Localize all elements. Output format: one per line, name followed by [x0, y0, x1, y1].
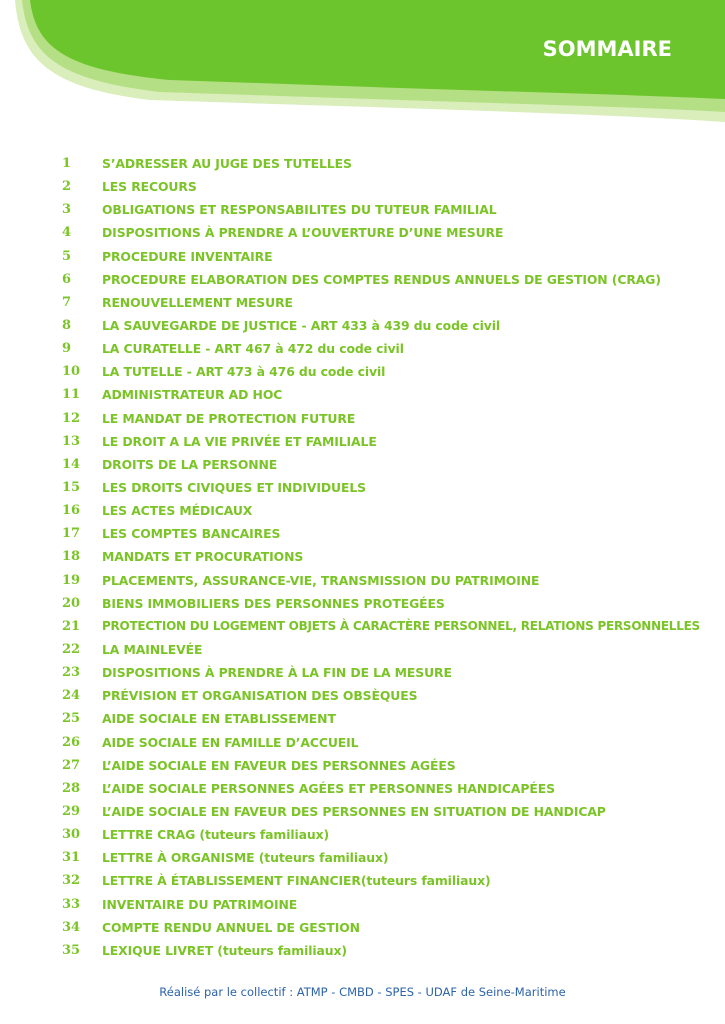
toc-entry-number: 30	[62, 827, 81, 843]
toc-entry-number: 26	[62, 734, 81, 750]
toc-entry[interactable]	[0, 175, 725, 198]
toc-entry-number: 28	[62, 780, 81, 796]
toc-entry[interactable]	[0, 800, 725, 823]
toc-entry-label: LETTRE CRAG (tuteurs familiaux)	[102, 827, 330, 843]
toc-entry[interactable]	[0, 291, 725, 314]
toc-entry-number: 23	[62, 665, 81, 681]
header-banner	[0, 0, 725, 130]
toc-entry-number: 18	[62, 549, 81, 565]
toc-entry-label: MANDATS ET PROCURATIONS	[102, 549, 304, 565]
toc-entry[interactable]	[0, 939, 725, 962]
toc-entry-number: 29	[62, 803, 81, 819]
toc-entry[interactable]	[0, 846, 725, 869]
toc-entry-number: 11	[62, 387, 81, 403]
page-title: SOMMAIRE	[542, 37, 672, 61]
toc-entry-number: 14	[62, 456, 81, 472]
toc-entry-number: 27	[62, 757, 81, 773]
toc-entry-number: 22	[62, 641, 81, 657]
toc-entry[interactable]	[0, 268, 725, 291]
toc-entry[interactable]	[0, 245, 725, 268]
toc-entry[interactable]	[0, 337, 725, 360]
toc-entry[interactable]	[0, 684, 725, 707]
toc-entry[interactable]	[0, 569, 725, 592]
toc-entry-label: AIDE SOCIALE EN ETABLISSEMENT	[102, 711, 336, 727]
toc-entry[interactable]	[0, 638, 725, 661]
toc-entry[interactable]	[0, 893, 725, 916]
toc-entry-label: PRÉVISION ET ORGANISATION DES OBSÈQUES	[102, 688, 418, 704]
toc-entry-label: LES RECOURS	[102, 179, 197, 195]
toc-entry-number: 35	[62, 942, 81, 958]
toc-entry-number: 31	[62, 850, 81, 866]
toc-entry-label: DISPOSITIONS À PRENDRE A L’OUVERTURE D’UNE MESURE	[102, 225, 504, 241]
toc-entry-label: L’AIDE SOCIALE EN FAVEUR DES PERSONNES EN SITUATION DE HANDICAP	[102, 803, 606, 819]
toc-entry-number: 12	[62, 410, 81, 426]
toc-entry-label: LA MAINLEVÉE	[102, 641, 203, 657]
header-wave-graphic	[0, 0, 725, 130]
toc-entry[interactable]	[0, 383, 725, 406]
toc-entry[interactable]	[0, 221, 725, 244]
toc-entry-label: DROITS DE LA PERSONNE	[102, 456, 278, 472]
toc-entry-number: 33	[62, 896, 81, 912]
toc-entry[interactable]	[0, 407, 725, 430]
toc-entry-label: LES COMPTES BANCAIRES	[102, 526, 281, 542]
toc-entry[interactable]	[0, 869, 725, 892]
toc-entry-label: LETTRE À ÉTABLISSEMENT FINANCIER(tuteurs familiaux)	[102, 873, 491, 889]
toc-entry[interactable]	[0, 360, 725, 383]
toc-entry-label: LE DROIT A LA VIE PRIVÉE ET FAMILIALE	[102, 433, 377, 449]
toc-entry-number: 34	[62, 919, 81, 935]
toc-entry[interactable]	[0, 198, 725, 221]
toc-entry-label: LA TUTELLE - ART 473 à 476 du code civil	[102, 364, 386, 380]
toc-entry-number: 25	[62, 711, 81, 727]
footer-credit: Réalisé par le collectif : ATMP - CMBD - SPES - UDAF de Seine-Maritime	[159, 985, 566, 999]
toc-entry[interactable]	[0, 499, 725, 522]
toc-entry-number: 19	[62, 572, 81, 588]
toc-entry-label: COMPTE RENDU ANNUEL DE GESTION	[102, 919, 360, 935]
toc-entry[interactable]	[0, 777, 725, 800]
toc-entry[interactable]	[0, 615, 725, 638]
toc-entry-label: PROCEDURE ELABORATION DES COMPTES RENDUS ANNUELS DE GESTION (CRAG)	[102, 271, 661, 287]
toc-entry-label: LES DROITS CIVIQUES ET INDIVIDUELS	[102, 479, 366, 495]
toc-entry-label: LA CURATELLE - ART 467 à 472 du code civil	[102, 341, 404, 357]
toc-entry[interactable]	[0, 731, 725, 754]
toc-entry-number: 32	[62, 873, 81, 889]
toc-entry-label: LETTRE À ORGANISME (tuteurs familiaux)	[102, 850, 389, 866]
toc-entry-number: 5	[62, 248, 72, 264]
toc-entry[interactable]	[0, 314, 725, 337]
toc-entry[interactable]	[0, 152, 725, 175]
toc-entry[interactable]	[0, 522, 725, 545]
toc-entry-label: PROCEDURE INVENTAIRE	[102, 248, 273, 264]
toc-entry-label: PLACEMENTS, ASSURANCE-VIE, TRANSMISSION DU PATRIMOINE	[102, 572, 540, 588]
toc-entry-number: 3	[62, 202, 72, 218]
toc-entry[interactable]	[0, 916, 725, 939]
toc-entry-label: OBLIGATIONS ET RESPONSABILITES DU TUTEUR FAMILIAL	[102, 202, 497, 218]
toc-entry-number: 8	[62, 317, 72, 333]
toc-entry-label: L’AIDE SOCIALE EN FAVEUR DES PERSONNES AGÉES	[102, 757, 456, 773]
toc-entry-label: LE MANDAT DE PROTECTION FUTURE	[102, 410, 356, 426]
toc-entry-label: LA SAUVEGARDE DE JUSTICE - ART 433 à 439 du code civil	[102, 317, 501, 333]
toc-entry-label: AIDE SOCIALE EN FAMILLE D’ACCUEIL	[102, 734, 359, 750]
toc-entry-number: 21	[62, 618, 81, 634]
toc-entry-label: INVENTAIRE DU PATRIMOINE	[102, 896, 298, 912]
toc-entry-label: ADMINISTRATEUR AD HOC	[102, 387, 283, 403]
toc-entry-label: L’AIDE SOCIALE PERSONNES AGÉES ET PERSONNES HANDICAPÉES	[102, 780, 555, 796]
toc-entry-label: PROTECTION DU LOGEMENT OBJETS À CARACTÈRE PERSONNEL, RELATIONS PERSONNELLES	[102, 618, 700, 633]
toc-entry-number: 7	[62, 294, 72, 310]
toc-entry-label: RENOUVELLEMENT MESURE	[102, 294, 293, 310]
toc-entry[interactable]	[0, 430, 725, 453]
table-of-contents	[0, 152, 725, 962]
toc-entry-number: 24	[62, 688, 81, 704]
toc-entry-number: 2	[62, 179, 72, 195]
toc-entry[interactable]	[0, 476, 725, 499]
toc-entry-label: DISPOSITIONS À PRENDRE À LA FIN DE LA MESURE	[102, 665, 452, 681]
toc-entry-label: S’ADRESSER AU JUGE DES TUTELLES	[102, 156, 352, 171]
toc-entry-label: BIENS IMMOBILIERS DES PERSONNES PROTEGÉES	[102, 595, 445, 611]
toc-entry[interactable]	[0, 754, 725, 777]
toc-entry[interactable]	[0, 545, 725, 568]
toc-entry-number: 17	[62, 526, 81, 542]
toc-entry-number: 20	[62, 595, 81, 611]
toc-entry-label: LEXIQUE LIVRET (tuteurs familiaux)	[102, 942, 347, 958]
toc-entry-number: 13	[62, 433, 81, 449]
toc-entry-number: 16	[62, 503, 81, 519]
toc-entry-number: 10	[62, 364, 81, 380]
toc-entry-label: LES ACTES MÉDICAUX	[102, 503, 253, 519]
toc-entry[interactable]	[0, 453, 725, 476]
toc-entry[interactable]	[0, 707, 725, 730]
toc-entry[interactable]	[0, 592, 725, 615]
toc-entry-number: 15	[62, 479, 81, 495]
toc-entry-number: 1	[62, 156, 72, 171]
toc-entry-number: 4	[62, 225, 72, 241]
toc-entry-number: 9	[62, 341, 72, 357]
toc-entry[interactable]	[0, 823, 725, 846]
toc-entry[interactable]	[0, 661, 725, 684]
toc-entry-number: 6	[62, 271, 72, 287]
